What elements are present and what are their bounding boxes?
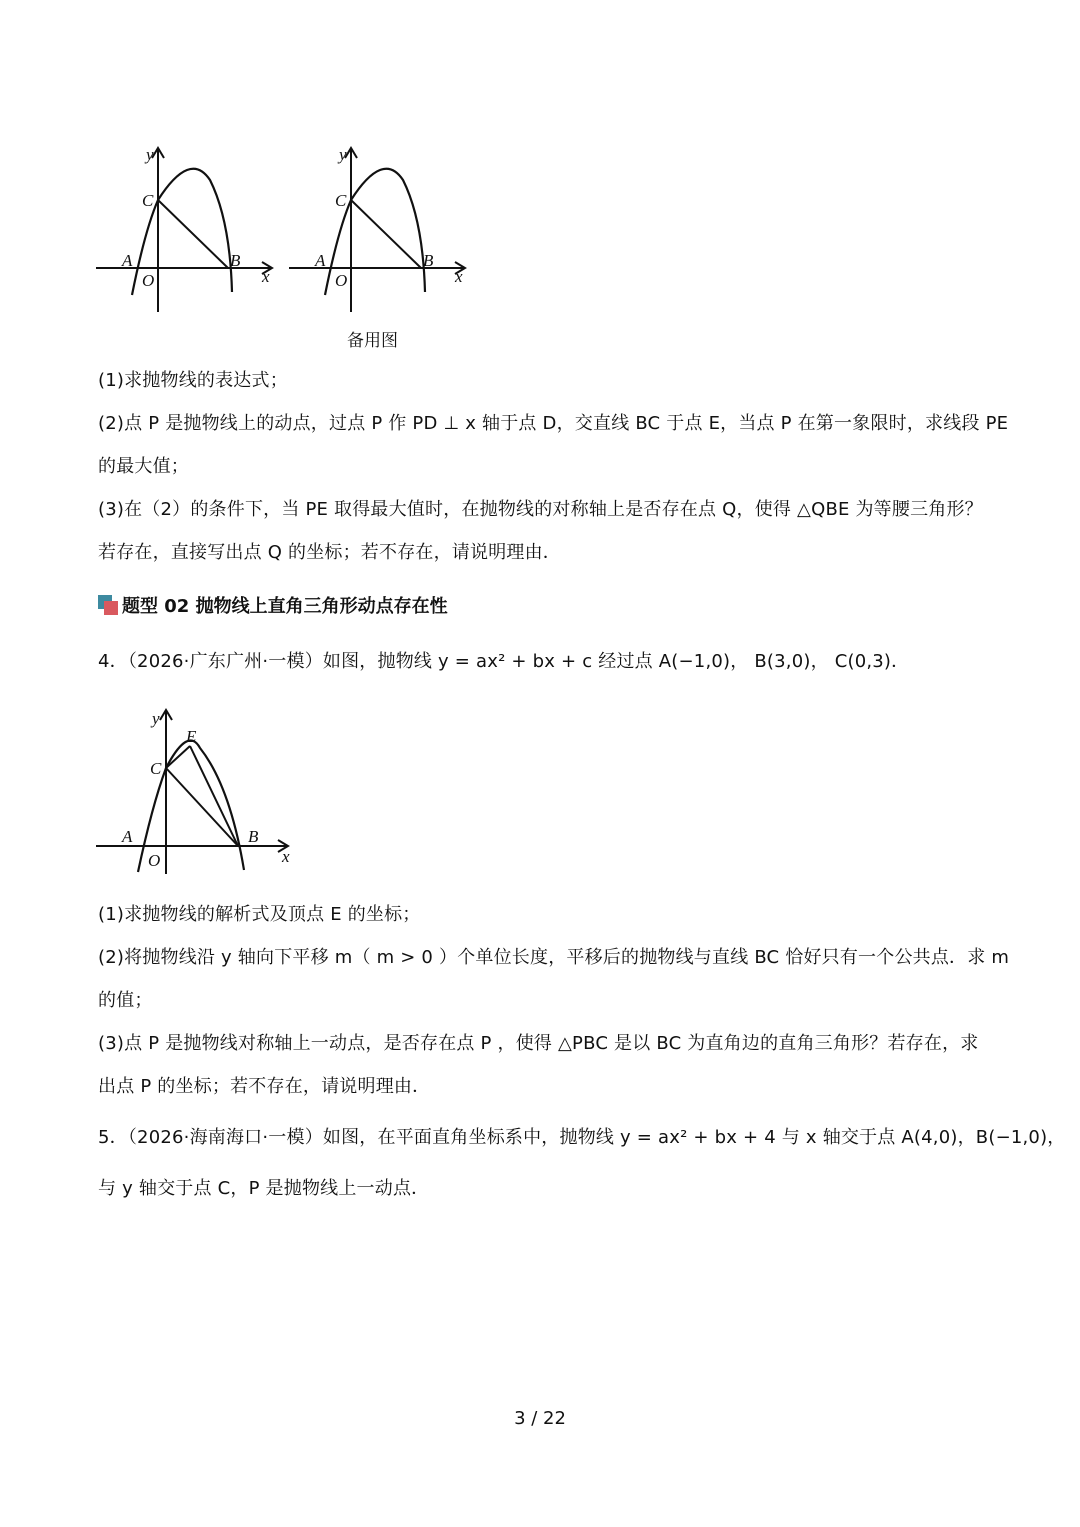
label-x: x <box>282 847 290 866</box>
label-b: B <box>423 251 434 270</box>
label-y: y <box>146 145 154 164</box>
label-o: O <box>148 851 161 870</box>
q4-part3-line2: 出点 P 的坐标；若不存在，请说明理由． <box>98 1076 431 1097</box>
q4-part2-line1: (2)将抛物线沿 y 轴向下平移 m（ m > 0 ）个单位长度，平移后的抛物线与直线 BC 恰好只有一个公共点．求 m <box>98 947 1010 968</box>
figure-parabola-1 <box>90 140 290 320</box>
figure-parabola-2 <box>283 140 483 320</box>
q3-part3-line1: (3)在（2）的条件下，当 PE 取得最大值时，在抛物线的对称轴上是否存在点 Q，使得 △QBE 为等腰三角形？ <box>98 499 983 520</box>
q5-stem-line1: 5．（2026·海南海口·一模）如图，在平面直角坐标系中，抛物线 y = ax² + bx + 4 与 x 轴交于点 A(4,0)，B(−1,0)， <box>98 1127 1066 1148</box>
q3-part3-line2: 若存在，直接写出点 Q 的坐标；若不存在，请说明理由． <box>98 542 562 563</box>
figure-parabola-3 <box>90 706 305 876</box>
label-c: C <box>335 191 347 210</box>
label-x: x <box>262 267 270 286</box>
section-badge-icon <box>98 595 118 615</box>
segment-cb <box>351 200 421 268</box>
label-a: A <box>122 827 133 846</box>
label-o: O <box>142 271 155 290</box>
q4-stem: 4．（2026·广东广州·一模）如图，抛物线 y = ax² + bx + c 经过点 A(−1,0)， B(3,0)， C(0,3)． <box>98 651 910 672</box>
label-y: y <box>152 709 160 728</box>
q4-part3-line1: (3)点 P 是抛物线对称轴上一动点，是否存在点 P ，使得 △PBC 是以 BC 为直角边的直角三角形？若存在，求 <box>98 1033 979 1054</box>
q3-part2-line2: 的最大值； <box>98 456 189 477</box>
figure-caption: 备用图 <box>347 331 398 351</box>
label-o: O <box>335 271 348 290</box>
q5-stem-line2: 与 y 轴交于点 C，P 是抛物线上一动点． <box>98 1178 430 1199</box>
segment-eb <box>190 746 238 846</box>
label-e: E <box>186 727 197 746</box>
label-b: B <box>230 251 241 270</box>
q3-part2-line1: (2)点 P 是抛物线上的动点，过点 P 作 PD ⊥ x 轴于点 D，交直线 BC 于点 E，当点 P 在第一象限时，求线段 PE <box>98 413 1009 434</box>
page-number: 3 / 22 <box>514 1408 566 1429</box>
q4-part2-line2: 的值； <box>98 990 153 1011</box>
label-c: C <box>142 191 154 210</box>
section-heading <box>98 592 448 618</box>
section-heading-text: 题型 02 抛物线上直角三角形动点存在性 <box>122 596 448 617</box>
q4-part1: (1)求抛物线的解析式及顶点 E 的坐标； <box>98 904 421 925</box>
label-y: y <box>339 145 347 164</box>
label-b: B <box>248 827 259 846</box>
segment-cb <box>166 768 238 846</box>
label-x: x <box>455 267 463 286</box>
label-a: A <box>122 251 133 270</box>
label-c: C <box>150 759 162 778</box>
q3-part1: (1)求抛物线的表达式； <box>98 370 288 391</box>
label-a: A <box>315 251 326 270</box>
segment-cb <box>158 200 228 268</box>
